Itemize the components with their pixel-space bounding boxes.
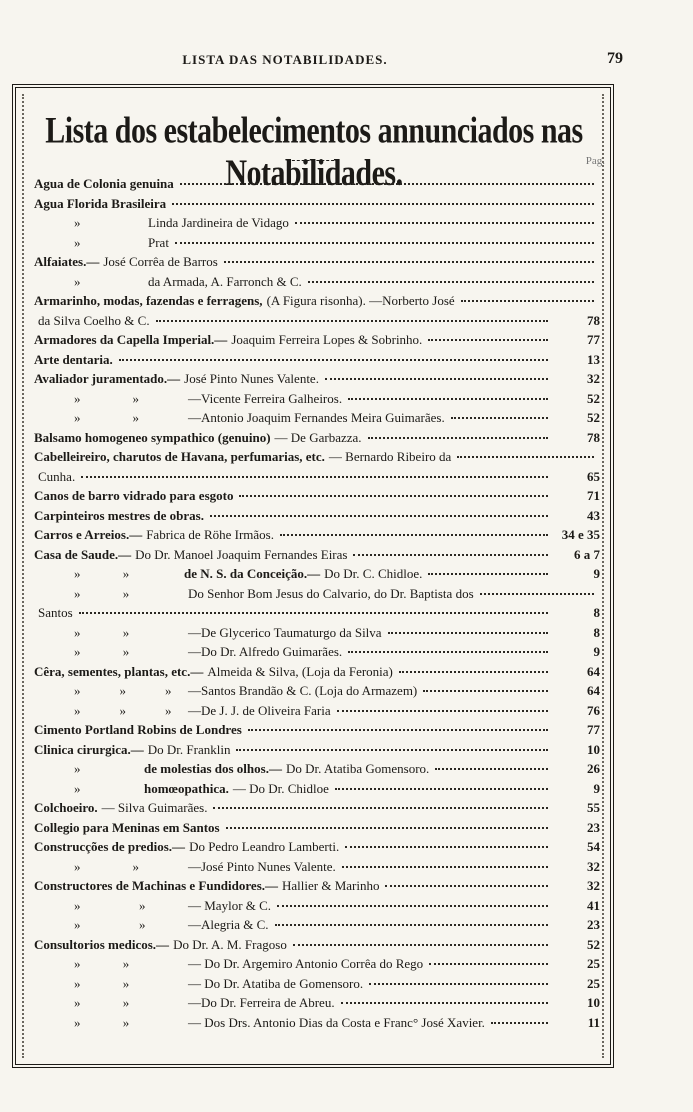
index-entry <box>34 508 600 528</box>
entry-description: Do Dr. Manoel Joaquim Fernandes Eiras <box>135 546 348 562</box>
entry-page-number: 9 <box>593 644 600 659</box>
dot-leader <box>428 339 548 341</box>
index-entry <box>34 742 600 762</box>
entry-name: Armarinho, modas, fazendas e ferragens, <box>34 293 263 308</box>
index-entry <box>34 430 600 450</box>
entry-description: Joaquim Ferreira Lopes & Sobrinho. <box>231 332 423 347</box>
entry-page-number: 8 <box>593 624 600 640</box>
dot-leader <box>423 690 548 692</box>
index-entry <box>34 605 600 625</box>
index-entry <box>34 644 600 664</box>
page-title: Lista dos estabelecimentos annunciados nas Notabilidades. <box>45 110 583 194</box>
entry-name: Cêra, sementes, plantas, etc.— <box>34 663 204 679</box>
entry-description: da Silva Coelho & C. <box>38 312 150 328</box>
index-entry <box>34 956 600 976</box>
entry-name: Agua Florida Brasileira <box>34 195 167 211</box>
entry-description: —Do Dr. Ferreira de Abreu. <box>188 995 335 1010</box>
entry-page-number: 32 <box>587 371 600 386</box>
index-entry <box>34 332 600 352</box>
entry-page-number: 43 <box>587 507 600 523</box>
index-entry <box>34 683 600 703</box>
index-entry <box>34 196 600 216</box>
entry-ditto-marks: » » <box>74 624 130 640</box>
entry-ditto-marks: » » » <box>74 683 172 698</box>
entry-page-number: 52 <box>587 936 600 952</box>
dot-leader <box>461 300 594 302</box>
entry-description: — Do Dr. Atatiba de Gomensoro. <box>188 975 364 991</box>
dot-leader <box>156 320 548 322</box>
entry-page-number: 9 <box>593 780 600 796</box>
index-entry <box>34 566 600 586</box>
entry-page-number: 76 <box>587 702 600 718</box>
entry-description: — Do Dr. Argemiro Antonio Corrêa do Rego <box>188 956 424 971</box>
dot-leader <box>224 261 594 263</box>
index-entry <box>34 722 600 742</box>
dot-leader <box>337 710 548 712</box>
dot-leader <box>345 846 548 848</box>
entry-name: Armadores da Capella Imperial.— <box>34 332 228 347</box>
entry-description: Do Senhor Bom Jesus do Calvario, do Dr. Baptista dos <box>188 585 474 601</box>
entry-ditto-marks: » » <box>74 995 130 1010</box>
entry-description: Do Dr. A. M. Fragoso <box>173 936 287 952</box>
entry-page-number: 78 <box>587 312 600 328</box>
entry-description: José Pinto Nunes Valente. <box>184 371 319 386</box>
entry-page-number: 26 <box>587 761 600 776</box>
index-entry <box>34 781 600 801</box>
dot-leader <box>368 437 548 439</box>
index-entry <box>34 917 600 937</box>
index-entry <box>34 527 600 547</box>
entry-page-number: 77 <box>587 332 600 347</box>
entry-page-number: 64 <box>587 663 600 679</box>
dot-leader <box>342 866 548 868</box>
entry-description: Hallier & Marinho <box>282 878 380 893</box>
dot-leader <box>308 281 594 283</box>
dot-leader <box>277 905 548 907</box>
dot-leader <box>213 807 548 809</box>
entry-name: de molestias dos olhos.— <box>144 761 282 776</box>
entry-description: da Armada, A. Farronch & C. <box>148 273 302 289</box>
index-entry <box>34 391 600 411</box>
index-entry <box>34 937 600 957</box>
index-entry <box>34 449 600 469</box>
entry-description: — Bernardo Ribeiro da <box>328 449 452 464</box>
entry-description: Linda Jardineira de Vidago <box>148 215 289 230</box>
index-entry <box>34 839 600 859</box>
dot-leader <box>81 476 548 478</box>
entry-description: — Silva Guimarães. <box>101 800 208 815</box>
dot-leader <box>457 456 594 458</box>
dot-leader <box>369 983 548 985</box>
entry-ditto-marks: » » » <box>74 702 172 718</box>
dot-leader <box>428 573 548 575</box>
entry-page-number: 13 <box>587 351 600 367</box>
entry-ditto-marks: » » <box>74 917 146 932</box>
dot-leader <box>210 515 548 517</box>
index-entry <box>34 664 600 684</box>
entry-name: de N. S. da Conceição.— <box>184 566 321 581</box>
dot-leader <box>348 651 548 653</box>
dot-leader <box>180 183 594 185</box>
entry-name: Constructores de Machinas e Fundidores.— <box>34 878 278 893</box>
dot-leader <box>335 788 548 790</box>
index-entry <box>34 371 600 391</box>
entry-ditto-marks: » » <box>74 410 139 425</box>
dot-leader <box>353 554 548 556</box>
index-entry <box>34 976 600 996</box>
entry-name: Alfaiates.— <box>34 254 100 269</box>
entry-ditto-marks: » » <box>74 897 146 913</box>
index-entry <box>34 488 600 508</box>
index-entry <box>34 176 600 196</box>
dot-leader <box>480 593 594 595</box>
entry-ditto-marks: » » <box>74 956 130 971</box>
index-entry <box>34 800 600 820</box>
entry-description: —Antonio Joaquim Fernandes Meira Guimarães. <box>188 410 445 425</box>
dot-leader <box>451 417 548 419</box>
entry-name: Collegio para Meninas em Santos <box>34 819 220 835</box>
index-entry <box>34 878 600 898</box>
entry-page-number: 41 <box>587 897 600 913</box>
index-entry <box>34 995 600 1015</box>
entry-ditto-marks: » <box>74 761 81 776</box>
index-entry <box>34 293 600 313</box>
entry-ditto-marks: » » <box>74 585 130 601</box>
dot-leader <box>295 222 594 224</box>
entry-description: (A Figura risonha). —Norberto José <box>266 293 455 308</box>
entry-page-number: 23 <box>587 917 600 932</box>
entry-description: —Vicente Ferreira Galheiros. <box>188 390 343 406</box>
index-entry <box>34 313 600 333</box>
entry-name: Carros e Arreios.— <box>34 527 143 542</box>
entry-ditto-marks: » » <box>74 1014 130 1030</box>
index-entry <box>34 1015 600 1035</box>
dot-leader <box>399 671 548 673</box>
entry-description: Do Dr. Atatiba Gomensoro. <box>285 761 430 776</box>
entry-description: Cunha. <box>38 468 76 484</box>
entry-description: —Alegria & C. <box>188 917 269 932</box>
entry-description: —De Glycerico Taumaturgo da Silva <box>188 624 382 640</box>
entry-name: homœopathica. <box>144 780 229 796</box>
entry-description: —José Pinto Nunes Valente. <box>188 858 336 874</box>
entry-name: Canos de barro vidrado para esgoto <box>34 488 234 503</box>
dot-leader <box>275 924 548 926</box>
index-entry <box>34 254 600 274</box>
index-entry <box>34 410 600 430</box>
entry-description: —De J. J. de Oliveira Faria <box>188 702 331 718</box>
entry-page-number: 52 <box>587 390 600 406</box>
dot-leader <box>172 203 594 205</box>
entry-name: Carpinteiros mestres de obras. <box>34 507 204 523</box>
title-divider <box>287 160 339 161</box>
entry-description: Prat <box>148 234 169 250</box>
entry-name: Construcções de predios.— <box>34 839 186 854</box>
dot-leader <box>239 495 548 497</box>
dot-leader <box>226 827 548 829</box>
entry-page-number: 78 <box>587 429 600 445</box>
entry-description: — Maylor & C. <box>188 897 272 913</box>
entry-page-number: 34 e 35 <box>561 527 600 542</box>
dot-leader <box>491 1022 548 1024</box>
entry-page-number: 54 <box>587 839 600 854</box>
entry-page-number: 23 <box>587 819 600 835</box>
entry-page-number: 65 <box>587 468 600 484</box>
entry-name: Arte dentaria. <box>34 351 113 367</box>
entry-description: — Do Dr. Chidloe <box>232 780 329 796</box>
entry-description: Fabrica de Röhe Irmãos. <box>146 527 274 542</box>
entry-page-number: 32 <box>587 878 600 893</box>
dot-leader <box>388 632 548 634</box>
entry-name: Clinica cirurgica.— <box>34 741 144 757</box>
entry-description: — Dos Drs. Antonio Dias da Costa e Franc° José Xavier. <box>188 1014 485 1030</box>
entry-ditto-marks: » » <box>74 858 139 874</box>
page-number: 79 <box>607 50 623 67</box>
index-entry <box>34 586 600 606</box>
index-entry <box>34 215 600 235</box>
entry-ditto-marks: » » <box>74 566 130 581</box>
index-entry <box>34 703 600 723</box>
entry-page-number: 10 <box>587 741 600 757</box>
dot-leader <box>175 242 594 244</box>
entry-description: Almeida & Silva, (Loja da Feronia) <box>207 663 393 679</box>
entry-page-number: 8 <box>593 605 600 620</box>
entry-page-number: 77 <box>587 722 600 737</box>
entry-page-number: 32 <box>587 858 600 874</box>
index-entry <box>34 547 600 567</box>
entry-page-number: 6 a 7 <box>574 546 600 562</box>
dot-leader <box>325 378 548 380</box>
entry-description: — De Garbazza. <box>274 429 362 445</box>
dot-leader <box>293 944 548 946</box>
entry-name: Casa de Saude.— <box>34 546 132 562</box>
index-entry <box>34 235 600 255</box>
entry-page-number: 25 <box>587 975 600 991</box>
dot-leader <box>429 963 548 965</box>
index-entry <box>34 625 600 645</box>
entry-description: Do Dr. C. Chidloe. <box>324 566 423 581</box>
entry-description: —Do Dr. Alfredo Guimarães. <box>188 644 343 659</box>
index-entry <box>34 898 600 918</box>
index-entry <box>34 469 600 489</box>
entry-ditto-marks: » <box>74 234 81 250</box>
establishment-list <box>34 176 600 1034</box>
dot-leader <box>79 612 548 614</box>
entry-name: Cabelleireiro, charutos de Havana, perfumarias, etc. <box>34 449 325 464</box>
entry-description: Santos <box>38 605 73 620</box>
entry-description: Do Pedro Leandro Lamberti. <box>189 839 340 854</box>
dot-leader <box>248 729 548 731</box>
entry-name: Avaliador juramentado.— <box>34 371 181 386</box>
entry-name: Balsamo homogeneo sympathico (genuino) <box>34 429 271 445</box>
dot-leader <box>280 534 548 536</box>
pag-column-label: Pag. <box>585 155 605 167</box>
dot-leader <box>236 749 548 751</box>
entry-ditto-marks: » <box>74 273 81 289</box>
entry-page-number: 71 <box>587 488 600 503</box>
entry-ditto-marks: » <box>74 215 81 230</box>
entry-page-number: 25 <box>587 956 600 971</box>
dot-leader <box>119 359 548 361</box>
entry-ditto-marks: » » <box>74 644 130 659</box>
entry-ditto-marks: » » <box>74 390 139 406</box>
index-entry <box>34 820 600 840</box>
index-entry <box>34 859 600 879</box>
entry-ditto-marks: » <box>74 780 81 796</box>
dot-leader <box>348 398 548 400</box>
entry-name: Agua de Colonia genuina <box>34 176 174 191</box>
entry-ditto-marks: » » <box>74 975 130 991</box>
entry-page-number: 11 <box>587 1014 600 1030</box>
dot-leader <box>385 885 548 887</box>
dot-leader <box>435 768 548 770</box>
index-entry <box>34 274 600 294</box>
entry-description: Do Dr. Franklin <box>147 741 231 757</box>
index-entry <box>34 352 600 372</box>
entry-name: Cimento Portland Robins de Londres <box>34 722 242 737</box>
running-title: LISTA DAS NOTABILIDADES. <box>182 52 388 67</box>
entry-name: Consultorios medicos.— <box>34 936 170 952</box>
entry-page-number: 9 <box>593 566 600 581</box>
entry-name: Colchoeiro. <box>34 800 98 815</box>
index-entry <box>34 761 600 781</box>
entry-page-number: 64 <box>587 683 600 698</box>
entry-description: José Corrêa de Barros <box>103 254 218 269</box>
entry-page-number: 55 <box>587 800 600 815</box>
entry-page-number: 10 <box>587 995 600 1010</box>
entry-description: —Santos Brandão & C. (Loja do Armazem) <box>188 683 418 698</box>
dot-leader <box>341 1002 548 1004</box>
entry-page-number: 52 <box>587 410 600 425</box>
